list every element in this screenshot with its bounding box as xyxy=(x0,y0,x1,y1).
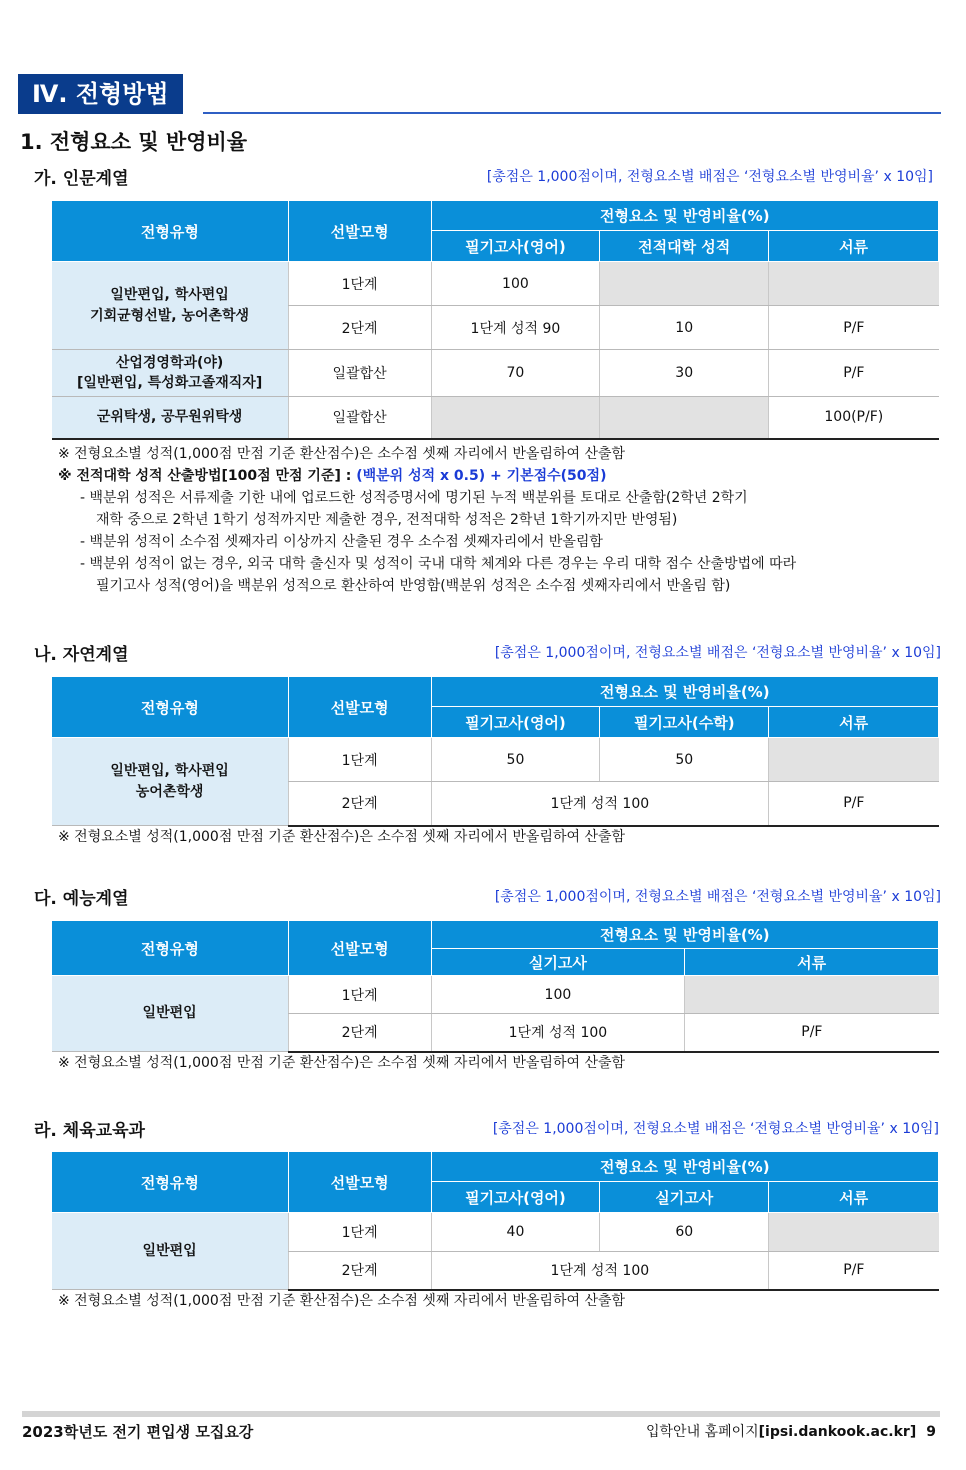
subsection-header-arts xyxy=(34,884,941,910)
note-dash: - 백분위 성적이 소수점 셋째자리 이상까지 산출된 경우 소수점 셋째자리에서 반올림함 xyxy=(80,534,603,550)
header-col: 서류 xyxy=(685,949,939,976)
subsection-title: 라. 체육교육과 xyxy=(34,1121,145,1141)
cell: 10 xyxy=(600,306,769,350)
table-arts xyxy=(51,920,939,1053)
row-model: 1단계 xyxy=(288,1213,431,1252)
note-calc: ※ 전적대학 성적 산출방법[100점 만점 기준] : (백분위 성적 x 0.5) + 기본점수(50점) xyxy=(58,468,607,484)
note-dash-cont: 재학 중으로 2학년 1학기 성적까지만 제출한 경우, 전적대학 성적은 2학년 1학기까지만 반영됨) xyxy=(96,512,678,528)
note-dash: - 백분위 성적은 서류제출 기한 내에 업로드한 성적증명서에 명기된 누적 백분위를 토대로 산출함(2학년 2학기 xyxy=(80,490,748,506)
subsection-header-humanities xyxy=(34,164,941,190)
footer-site: [ipsi.dankook.ac.kr] xyxy=(758,1424,917,1440)
cell: P/F xyxy=(769,1252,939,1290)
cell: P/F xyxy=(769,782,939,826)
header-type: 전형유형 xyxy=(52,921,289,976)
cell: 1단계 성적 90 xyxy=(431,306,600,350)
cell: 1단계 성적 100 xyxy=(431,1252,769,1290)
header-col: 전적대학 성적 xyxy=(600,231,769,262)
header-col: 서류 xyxy=(769,707,939,738)
table-natural xyxy=(51,676,939,827)
footer-label: 입학안내 홈페이지 xyxy=(646,1424,759,1440)
cell-empty xyxy=(769,738,939,782)
row-type: 일반편입, 학사편입 농어촌학생 xyxy=(52,738,289,826)
chapter-heading xyxy=(18,74,941,116)
row-type: 산업경영학과(야) [일반편입, 특성화고졸재직자] xyxy=(52,350,289,397)
row-model: 1단계 xyxy=(288,738,431,782)
row-model: 2단계 xyxy=(288,1014,431,1052)
header-col: 필기고사(영어) xyxy=(431,231,600,262)
cell: 100 xyxy=(431,976,685,1014)
cell-empty xyxy=(769,1213,939,1252)
cell: 100(P/F) xyxy=(769,397,939,439)
header-type: 전형유형 xyxy=(52,677,289,738)
header-group: 전형요소 및 반영비율(%) xyxy=(431,1152,938,1182)
note-dash: - 백분위 성적이 없는 경우, 외국 대학 출신자 및 성적이 국내 대학 체계와 다른 경우는 우리 대학 점수 산출방법에 따라 xyxy=(80,556,797,572)
table-pe xyxy=(51,1151,939,1291)
footer-title: 2023학년도 전기 편입생 모집요강 xyxy=(22,1423,254,1441)
notes-humanities xyxy=(58,443,938,597)
header-model: 선발모형 xyxy=(288,1152,431,1213)
subsection-header-pe xyxy=(34,1116,941,1142)
header-model: 선발모형 xyxy=(288,201,431,262)
cell-empty xyxy=(600,397,769,439)
score-note: [총점은 1,000점이며, 전형요소별 배점은 ‘전형요소별 반영비율’ x 10임] xyxy=(486,169,933,185)
header-col: 실기고사 xyxy=(431,949,685,976)
header-col: 필기고사(수학) xyxy=(600,707,769,738)
footer-info xyxy=(646,1421,936,1441)
header-col: 실기고사 xyxy=(600,1182,769,1213)
footer-divider xyxy=(22,1411,940,1417)
table-row xyxy=(52,397,939,439)
cell: P/F xyxy=(769,350,939,397)
cell: 50 xyxy=(600,738,769,782)
table-row xyxy=(52,738,939,782)
subsection-header-natural xyxy=(34,640,941,666)
chapter-number: Ⅳ. xyxy=(32,80,68,108)
header-group: 전형요소 및 반영비율(%) xyxy=(431,201,938,231)
score-note: [총점은 1,000점이며, 전형요소별 배점은 ‘전형요소별 반영비율’ x 10임] xyxy=(494,889,941,905)
cell: 50 xyxy=(431,738,600,782)
note-round: ※ 전형요소별 성적(1,000점 만점 기준 환산점수)은 소수점 셋째 자리에서 반올림하여 산출함 xyxy=(58,829,626,845)
row-model: 2단계 xyxy=(288,1252,431,1290)
cell: 100 xyxy=(431,262,600,306)
row-model: 일괄합산 xyxy=(288,397,431,439)
cell: 60 xyxy=(600,1213,769,1252)
cell: 1단계 성적 100 xyxy=(431,1014,685,1052)
header-col: 필기고사(영어) xyxy=(431,1182,600,1213)
cell: 1단계 성적 100 xyxy=(431,782,769,826)
header-model: 선발모형 xyxy=(288,921,431,976)
row-type: 군위탁생, 공무원위탁생 xyxy=(52,397,289,439)
section-title: 1. 전형요소 및 반영비율 xyxy=(20,130,248,154)
cell-empty xyxy=(431,397,600,439)
note-dash-cont: 필기고사 성적(영어)을 백분위 성적으로 환산하여 반영함(백분위 성적은 소수점 셋째자리에서 반올림 함) xyxy=(96,578,731,594)
header-type: 전형유형 xyxy=(52,1152,289,1213)
row-model: 일괄합산 xyxy=(288,350,431,397)
table-row xyxy=(52,976,939,1014)
cell-empty xyxy=(685,976,939,1014)
row-model: 2단계 xyxy=(288,782,431,826)
score-note: [총점은 1,000점이며, 전형요소별 배점은 ‘전형요소별 반영비율’ x 10임] xyxy=(494,645,941,661)
row-type: 일반편입 xyxy=(52,976,289,1052)
row-model: 1단계 xyxy=(288,262,431,306)
cell: 70 xyxy=(431,350,600,397)
row-type: 일반편입 xyxy=(52,1213,289,1290)
header-col: 서류 xyxy=(769,231,939,262)
subsection-title: 나. 자연계열 xyxy=(34,645,129,665)
note-round: ※ 전형요소별 성적(1,000점 만점 기준 환산점수)은 소수점 셋째 자리에서 반올림하여 산출함 xyxy=(58,1055,626,1071)
header-col: 서류 xyxy=(769,1182,939,1213)
chapter-title: 전형방법 xyxy=(75,80,169,108)
note-round: ※ 전형요소별 성적(1,000점 만점 기준 환산점수)은 소수점 셋째 자리에서 반올림하여 산출함 xyxy=(58,446,626,462)
chapter-rule xyxy=(203,112,941,114)
header-group: 전형요소 및 반영비율(%) xyxy=(431,677,938,707)
header-type: 전형유형 xyxy=(52,201,289,262)
cell: P/F xyxy=(685,1014,939,1052)
chapter-title-box xyxy=(18,74,183,114)
note-round: ※ 전형요소별 성적(1,000점 만점 기준 환산점수)은 소수점 셋째 자리에서 반올림하여 산출함 xyxy=(58,1293,626,1309)
table-row xyxy=(52,1213,939,1252)
header-col: 필기고사(영어) xyxy=(431,707,600,738)
table-humanities xyxy=(51,200,939,440)
table-row xyxy=(52,350,939,397)
header-model: 선발모형 xyxy=(288,677,431,738)
cell-empty xyxy=(600,262,769,306)
row-model: 2단계 xyxy=(288,306,431,350)
subsection-title: 가. 인문계열 xyxy=(34,169,129,189)
table-row xyxy=(52,262,939,306)
subsection-title: 다. 예능계열 xyxy=(34,889,129,909)
score-note: [총점은 1,000점이며, 전형요소별 배점은 ‘전형요소별 반영비율’ x 10임] xyxy=(492,1121,939,1137)
row-model: 1단계 xyxy=(288,976,431,1014)
cell-empty xyxy=(769,262,939,306)
cell: 40 xyxy=(431,1213,600,1252)
header-group: 전형요소 및 반영비율(%) xyxy=(431,921,938,949)
cell: P/F xyxy=(769,306,939,350)
row-type: 일반편입, 학사편입 기회균형선발, 농어촌학생 xyxy=(52,262,289,350)
cell: 30 xyxy=(600,350,769,397)
page-number: 9 xyxy=(926,1424,936,1440)
